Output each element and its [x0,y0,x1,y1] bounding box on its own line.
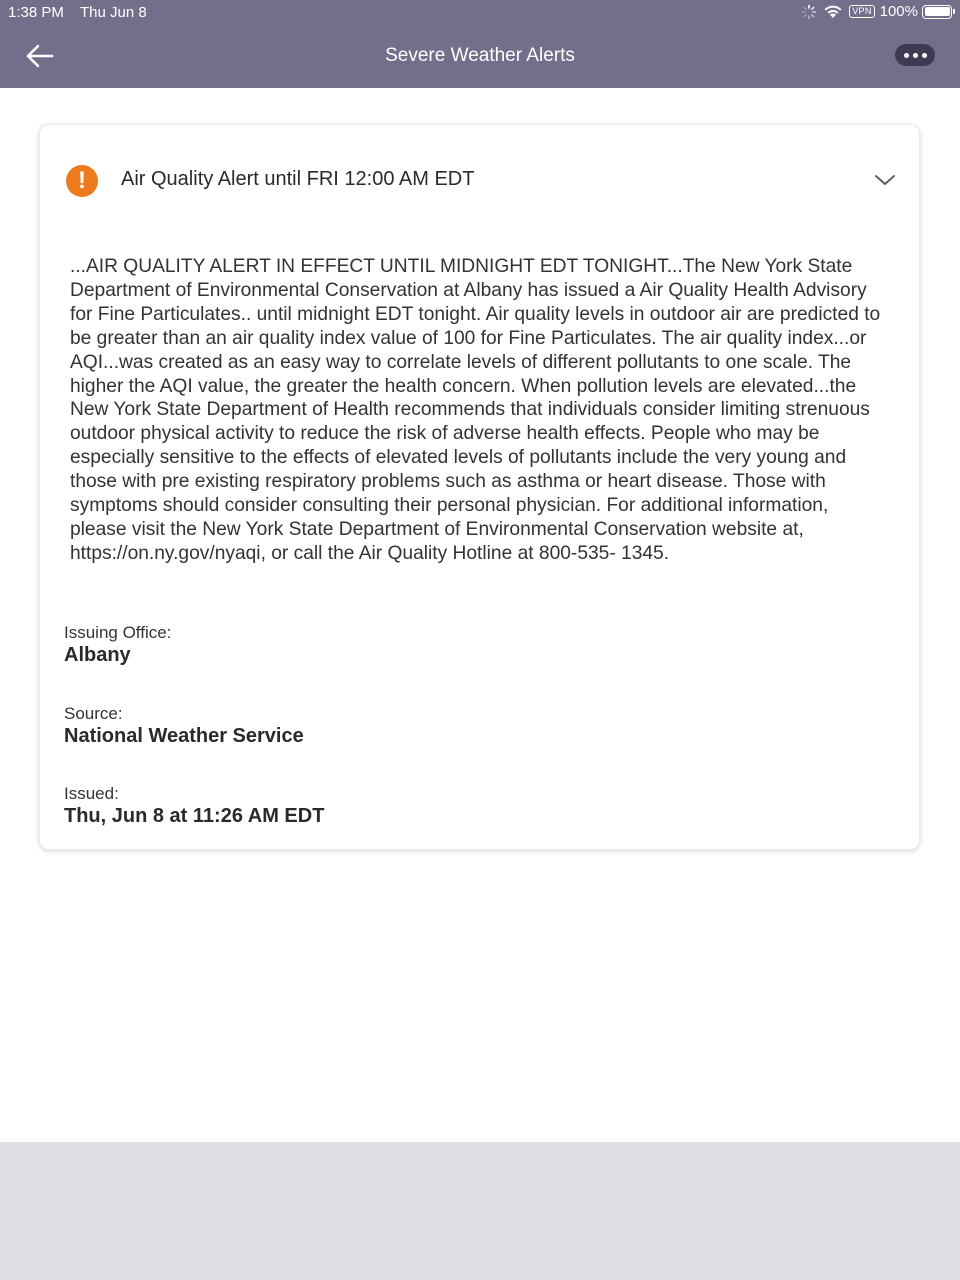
source-label: Source: [64,704,123,723]
alert-title: Air Quality Alert until FRI 12:00 AM EDT [121,168,475,190]
more-options-button[interactable] [895,44,935,66]
battery-percent: 100% [879,3,918,20]
status-date: Thu Jun 8 [80,4,147,21]
wifi-icon [823,4,843,19]
bottom-panel [0,1142,960,1280]
more-dot-icon [913,53,918,58]
status-indicators [801,3,952,20]
status-bar [0,0,960,26]
alert-header[interactable] [40,125,919,235]
issued-value: Thu, Jun 8 at 11:26 AM EDT [64,805,325,827]
activity-spinner-icon [801,4,817,20]
more-dot-icon [904,53,909,58]
status-time: 1:38 PM [8,4,64,21]
alert-description: ...AIR QUALITY ALERT IN EFFECT UNTIL MIDNIGHT EDT TONIGHT...The New York State Department of Environmental Conservation at Albany has issued a Air Quality Health Advisory for Fine Particulates.. until midnight EDT tonight. Air quality levels in outdoor air are predicted to be greater than an air quality index value of 100 for Fine Particulates. The air quality index...or AQI...was created as an easy way to correlate levels of different pollutants to one scale. The higher the AQI value, the greater the health concern. When pollution levels are elevated...the New York State Department of Health recommends that individuals consider limiting strenuous outdoor physical activity to reduce the risk of adverse health effects. People who may be especially sensitive to the effects of elevated levels of pollutants include the very young and those with pre existing respiratory problems such as asthma or heart disease. Those with symptoms should consider consulting their personal physician. For additional information, please visit the New York State Department of Environmental Conservation website at, https://on.ny.gov/nyaqi, or call the Air Quality Hotline at 800-535- 1345. [70,256,881,564]
page-title: Severe Weather Alerts [385,45,575,66]
source-value: National Weather Service [64,725,304,747]
more-dot-icon [922,53,927,58]
issuing-office-value: Albany [64,644,131,666]
nav-bar [0,26,960,88]
issuing-office-label: Issuing Office: [64,623,172,642]
chevron-down-icon[interactable] [874,173,896,187]
issued-label: Issued: [64,784,119,803]
top-bar [0,0,960,88]
alert-exclamation-icon: ! [66,165,98,197]
vpn-badge: VPN [849,5,874,18]
alert-card [39,124,920,850]
battery-icon [922,5,952,19]
